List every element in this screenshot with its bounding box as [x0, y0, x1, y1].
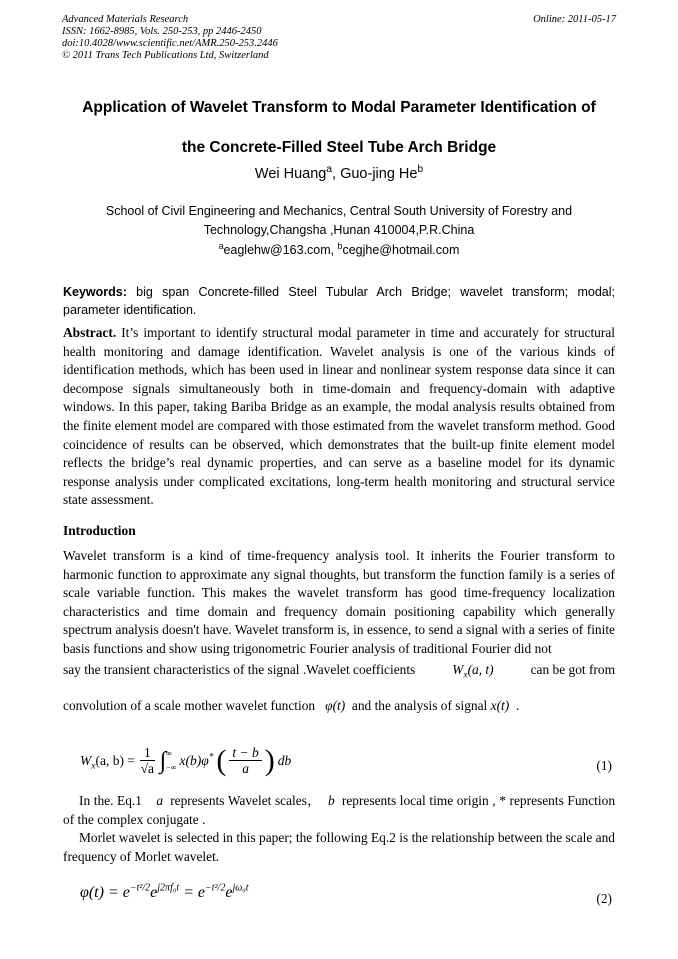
eq1-right-paren: ) [264, 744, 275, 777]
line-b-mid: and the analysis of signal [351, 698, 488, 713]
journal-name: Advanced Materials Research [62, 14, 189, 25]
author-2: Guo-jing He [340, 166, 418, 182]
keywords-label: Keywords: [63, 285, 127, 299]
affiliation-line-1: School of Civil Engineering and Mechanics, Central South University of Forestry and [105, 204, 573, 218]
introduction-paragraph: Wavelet transform is a kind of time-frequency analysis tool. It inherits the Fourier transform to harmonic function to approximate any signal thoughts, but transform the function family is a series of scale variable function. This makes the wavelet transform has good time-frequency localization characteristics and time domain and frequency domain positioning capability which generally spectrum analysis doesn't have. Wavelet transform is, in essence, to send a signal with a series of finite basis functions and show using trigonometric Fourier analysis of traditional Fourier did not [63, 548, 615, 656]
line-b-end: . [515, 698, 520, 713]
keywords-text: big span Concrete-filled Steel Tubular Arch Bridge; wavelet transform; modal; parameter identification. [63, 285, 615, 317]
author-2-sup: b [417, 164, 424, 176]
eq1-arg-den: a [242, 761, 249, 776]
equation-2-number: (2) [596, 891, 612, 906]
eq1-argument [229, 745, 261, 777]
author-1: Wei Huang [254, 166, 327, 182]
doi: doi:10.4028/www.scientific.net/AMR.250-253.2446 [62, 38, 278, 49]
running-header [62, 14, 616, 62]
eq1-fraction [140, 745, 155, 777]
eq1-upper-limit: ∞ [166, 749, 172, 758]
morlet-paragraph: Morlet wavelet is selected in this paper; the following Eq.2 is the relationship between the scale and frequency of Morlet wavelet. [63, 830, 615, 864]
equation-2: $\varphi(t) = e^{-t^2/2}e^{j2\pi f_0t} = e^{-t^2/2}e^{j\omega_0t}$ [80, 882, 249, 901]
email-b: cegjhe@hotmail.com [342, 243, 460, 257]
title-line-2: the Concrete-Filled Steel Tube Arch Bridge [181, 139, 497, 156]
symbol-b: b [327, 793, 335, 808]
paper-title [40, 88, 638, 168]
eq1-integral: ∫ ∞ −∞ [159, 747, 177, 774]
abstract [63, 324, 615, 510]
title-line-1: Application of Wavelet Transform to Modal Parameter Identification of [82, 99, 596, 116]
line-b-text: convolution of a scale mother wavelet function [63, 698, 316, 713]
email-a: eaglehw@163.com, [223, 243, 338, 257]
keywords [63, 283, 615, 319]
eq1-frac-den: √a [140, 761, 155, 776]
eq1-differential: db [277, 753, 292, 768]
mother-wavelet-symbol: φ(t) [325, 698, 346, 713]
online-date: Online: 2011-05-17 [533, 14, 616, 25]
introduction-heading: Introduction [63, 523, 136, 538]
email-a-sup: a [218, 240, 224, 251]
copyright: © 2011 Trans Tech Publications Ltd, Switzerland [62, 50, 269, 61]
symbol-a: a [156, 793, 164, 808]
affiliation [80, 202, 598, 240]
author-separator: , [332, 166, 341, 182]
equation-1-number: (1) [596, 758, 612, 773]
intro-line-wavelet-coefficients [63, 662, 615, 681]
wavelet-coefficient-symbol: $W_x(a$, t) [452, 662, 494, 681]
eq1-integrand: x(b)φ* [179, 752, 214, 768]
intro-line-convolution [63, 698, 615, 714]
affiliation-line-2: Technology,Changsha ,Hunan 410004,P.R.China [203, 223, 475, 237]
line-a-tail: can be got from [530, 662, 615, 677]
abstract-text: It’s important to identify structural modal parameter in time and accurately for structural health monitoring and damage identification. Wavelet analysis is one of the various kinds of identification methods, which has been used in linear and nonlinear system response data since it can decompose signals simultaneously both in time-domain and frequency-domain with adaptive windows. In this paper, taking Bariba Bridge as an example, the modal analysis results obtained from the finite element model are compared with those estimated from the wavelet transform method. Good coincidence of results can be observed, which demonstrates that the built-up finite element model reflects the bridge’s real dynamic properties, and can serve as a baseline model for its dynamic response analysis under complicated excitations, long-term health monitoring and structural service state assessment. [63, 325, 615, 508]
abstract-label: Abstract. [63, 325, 117, 340]
signal-symbol: x(t) [490, 698, 510, 713]
eq1-left-paren: ( [216, 744, 227, 777]
eq1-frac-num: 1 [140, 745, 155, 761]
equation-1 [80, 744, 291, 778]
issn: ISSN: 1662-8985, Vols. 250-253, pp 2446-2450 [62, 26, 262, 37]
author-1-sup: a [326, 164, 333, 176]
line-a-text: say the transient characteristics of the signal .Wavelet coefficients [63, 662, 416, 677]
emails [0, 240, 678, 257]
eq1-lhs: $W_x(a$, b) = [80, 753, 135, 772]
eq1-explanation: In the. Eq.1 a represents Wavelet scales， b represents local time origin , * represents Function of the complex conjugate . [63, 793, 616, 827]
email-b-sup: b [337, 240, 343, 251]
eq1-lower-limit: −∞ [166, 763, 177, 772]
authors [0, 166, 678, 182]
eq1-arg-num: t − b [229, 745, 261, 761]
